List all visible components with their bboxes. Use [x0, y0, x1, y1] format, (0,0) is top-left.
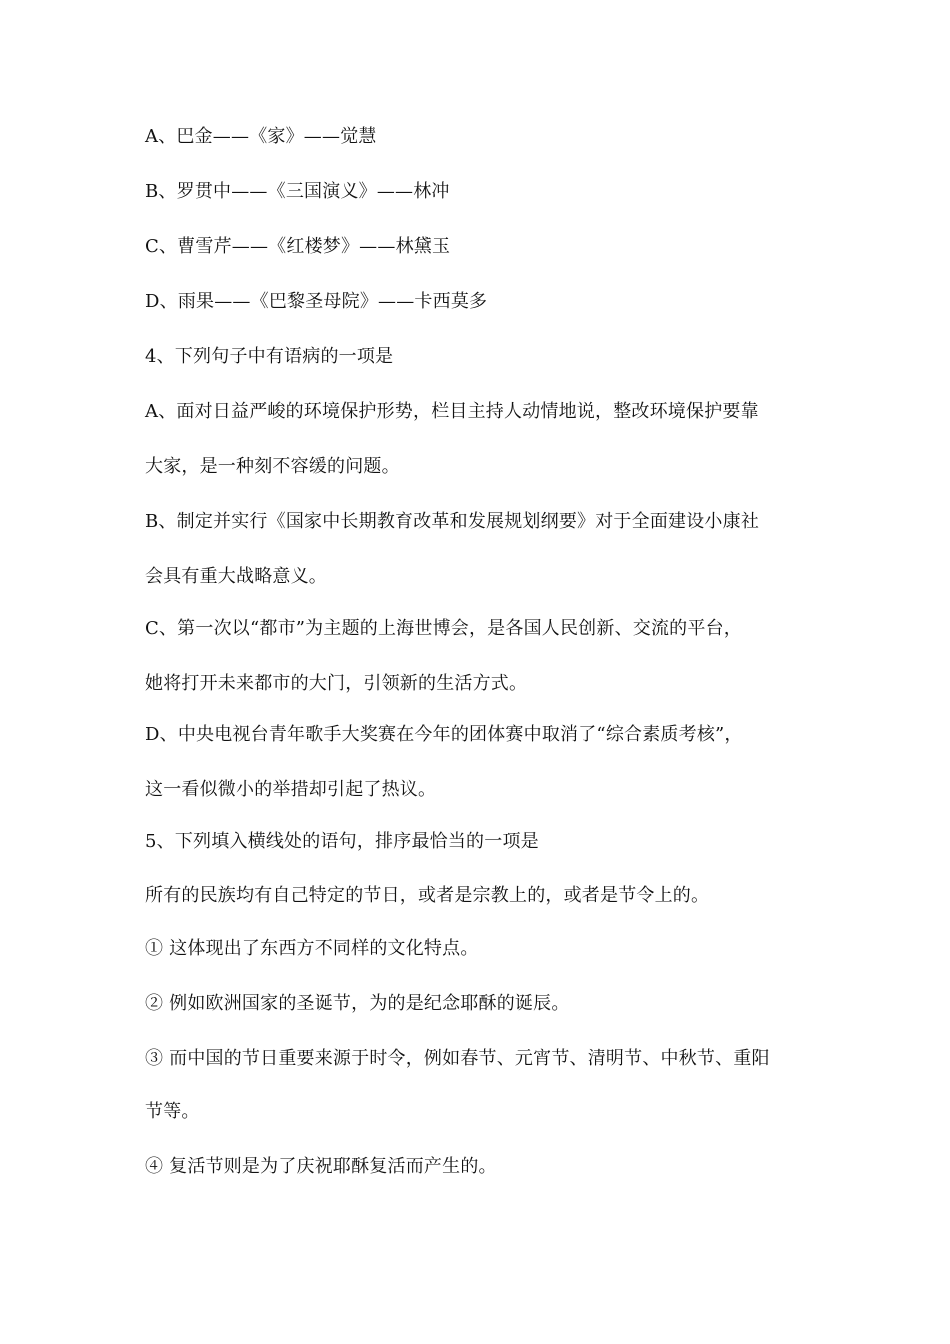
q4-option-b-line-2: 会具有重大战略意义。 [145, 566, 327, 587]
option-b-line: B、罗贯中——《三国演义》——林冲 [145, 181, 450, 202]
q4-option-b-line-1: B、制定并实行《国家中长期教育改革和发展规划纲要》对于全面建设小康社 [145, 511, 760, 532]
q4-option-c-line-1: C、第一次以“都市”为主题的上海世博会，是各国人民创新、交流的平台， [145, 618, 742, 639]
q5-item-3-line-2: 节等。 [145, 1101, 200, 1122]
question-4-heading: 4、下列句子中有语病的一项是 [145, 346, 394, 367]
q4-option-d-line-2: 这一看似微小的举措却引起了热议。 [145, 779, 437, 800]
q5-item-3-line-1: ③ 而中国的节日重要来源于时令，例如春节、元宵节、清明节、中秋节、重阳 [145, 1048, 770, 1069]
q5-item-1: ① 这体现出了东西方不同样的文化特点。 [145, 938, 479, 959]
q4-option-d-line-1: D、中央电视台青年歌手大奖赛在今年的团体赛中取消了“综合素质考核”， [145, 724, 743, 745]
q5-stem-sentence: 所有的民族均有自己特定的节日，或者是宗教上的，或者是节令上的。 [145, 885, 710, 906]
option-a-line: A、巴金——《家》——觉慧 [145, 126, 377, 147]
q4-option-c-line-2: 她将打开未来都市的大门，引领新的生活方式。 [145, 673, 528, 694]
question-5-heading: 5、下列填入横线处的语句，排序最恰当的一项是 [145, 831, 539, 852]
option-d-line: D、雨果——《巴黎圣母院》——卡西莫多 [145, 291, 488, 312]
option-c-line: C、曹雪芹——《红楼梦》——林黛玉 [145, 236, 451, 257]
q5-item-2: ② 例如欧洲国家的圣诞节，为的是纪念耶酥的诞辰。 [145, 993, 570, 1014]
q5-item-4: ④ 复活节则是为了庆祝耶酥复活而产生的。 [145, 1156, 497, 1177]
q4-option-a-line-1: A、面对日益严峻的环境保护形势，栏目主持人动情地说，整改环境保护要靠 [145, 401, 759, 422]
q4-option-a-line-2: 大家，是一种刻不容缓的问题。 [145, 456, 400, 477]
